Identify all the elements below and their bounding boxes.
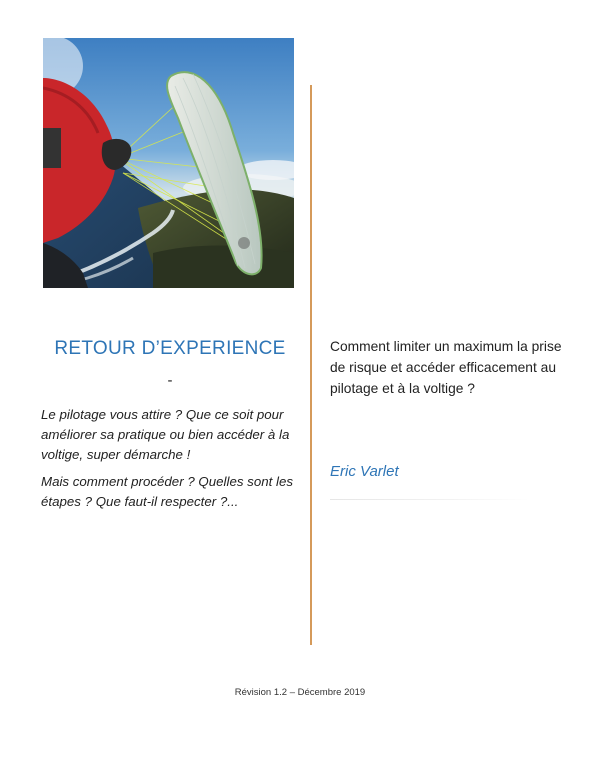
revision-footer: Révision 1.2 – Décembre 2019	[234, 687, 366, 698]
author-underline	[330, 499, 530, 500]
intro-paragraph: Le pilotage vous attire ? Que ce soit pour améliorer sa pratique ou bien accéder à la voltige, super démarche !	[41, 407, 290, 462]
author-name: Eric Varlet	[330, 463, 399, 480]
intro-paragraph: Mais comment procéder ? Quelles sont les étapes ? Que faut-il respecter ?...	[41, 474, 294, 509]
lead-question: Comment limiter un maximum la prise de risque et accéder efficacement au pilotage et à la voltige ?	[330, 339, 562, 396]
vertical-divider	[310, 85, 312, 645]
intro-text	[41, 405, 303, 519]
document-title: RETOUR D’EXPERIENCE	[54, 338, 286, 359]
title-separator: -	[167, 372, 173, 389]
cover-photo-paraglider	[43, 38, 294, 288]
